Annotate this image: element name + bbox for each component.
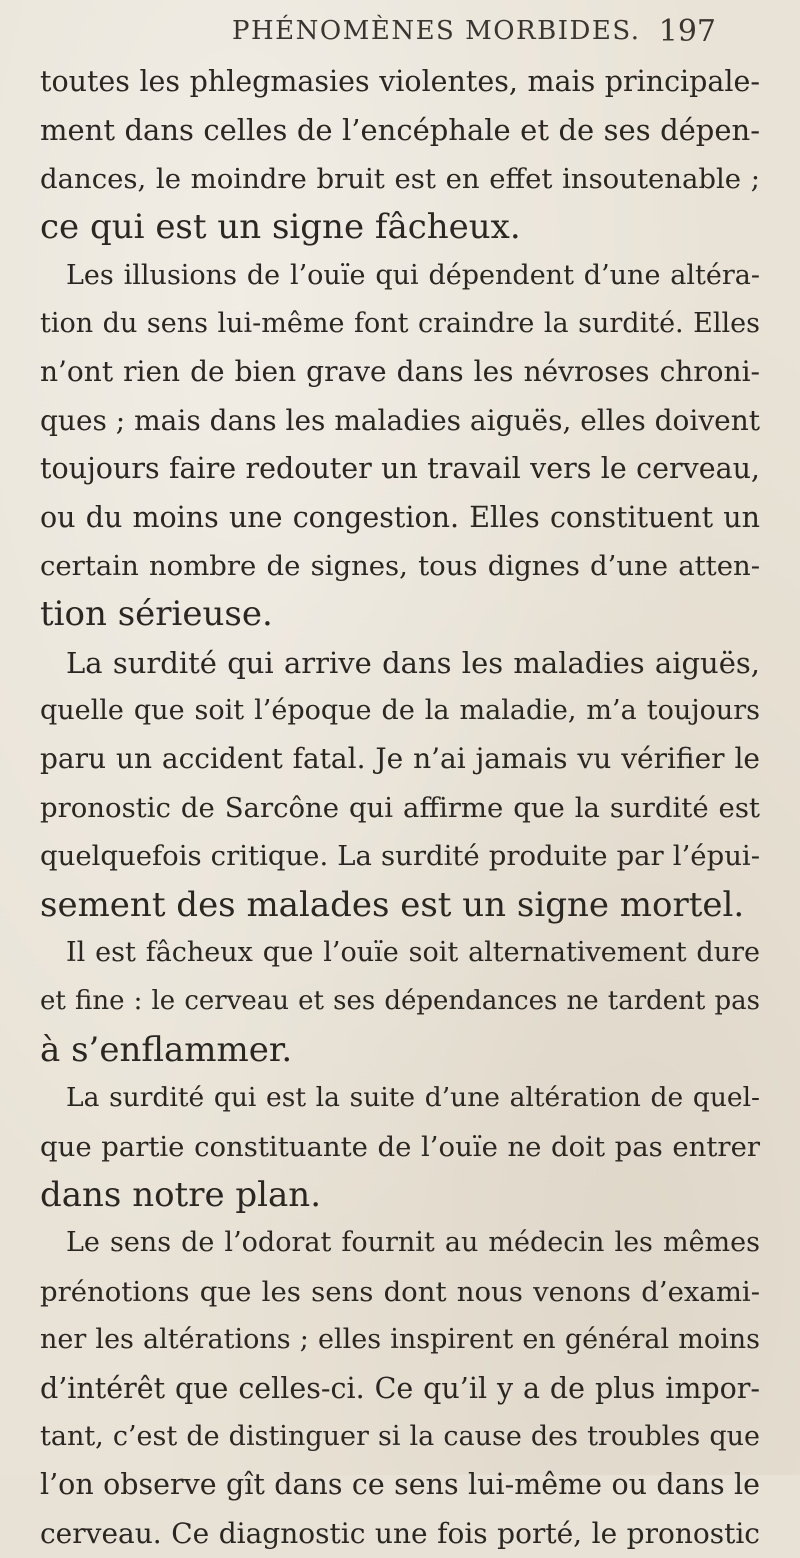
text-line: quelquefois critique. La surdité produite par l’épui- — [40, 840, 760, 873]
text-line: que partie constituante de l’ouïe ne doit pas entrer — [40, 1130, 760, 1163]
text-line: ques ; mais dans les maladies aiguës, elles doivent — [40, 403, 761, 437]
text-line: tion du sens lui-même font craindre la surdité. Elles — [40, 307, 760, 339]
paragraph-start-line: Il est fâcheux que l’ouïe soit alternativement dure — [66, 937, 760, 969]
text-line: tion sérieuse. — [40, 594, 273, 635]
text-line: toutes les phlegmasies violentes, mais principale- — [40, 65, 760, 98]
text-line: à s’enflammer. — [40, 1029, 293, 1070]
text-line: n’ont rien de bien grave dans les névroses chroni- — [40, 355, 760, 389]
text-line: ner les altérations ; elles inspirent en général moins — [40, 1324, 760, 1356]
text-line: dans notre plan. — [40, 1174, 322, 1215]
page-number: 197 — [658, 14, 716, 49]
text-line: dances, le moindre bruit est en effet insoutenable ; — [40, 162, 760, 195]
text-line: paru un accident fatal. Je n’ai jamais vu vérifier le — [40, 742, 760, 776]
page-header — [0, 10, 800, 54]
text-line: d’intérêt que celles-ci. Ce qu’il y a de plus impor- — [40, 1371, 760, 1405]
running-head: PHÉNOMÈNES MORBIDES. — [232, 16, 641, 46]
text-line: toujours faire redouter un travail vers le cerveau, — [40, 452, 760, 486]
text-line: et fine : le cerveau et ses dépendances ne tardent pas — [40, 986, 760, 1017]
text-line: certain nombre de signes, tous dignes d’une atten- — [40, 549, 760, 582]
paragraph-start-line: Les illusions de l’ouïe qui dépendent d’une altéra- — [66, 259, 760, 291]
paragraph-start-line: La surdité qui arrive dans les maladies aiguës, — [66, 645, 760, 680]
text-line: ce qui est un signe fâcheux. — [40, 207, 521, 248]
text-line: prénotions que les sens dont nous venons d’exami- — [40, 1275, 760, 1308]
body-text — [40, 58, 760, 1558]
text-line: quelle que soit l’époque de la maladie, m’a toujours — [40, 695, 760, 727]
text-line: sement des malades est un signe mortel. — [40, 884, 745, 925]
paragraph-start-line: La surdité qui est la suite d’une altération de quel- — [66, 1082, 760, 1114]
text-line: tant, c’est de distinguer si la cause des troubles que — [40, 1420, 760, 1452]
text-line: ment dans celles de l’encéphale et de ses dépen- — [40, 113, 760, 148]
text-line: l’on observe gît dans ce sens lui-même ou dans le — [40, 1468, 760, 1502]
text-line: cerveau. Ce diagnostic une fois porté, le pronostic — [40, 1516, 760, 1550]
paragraph-start-line: Le sens de l’odorat fournit au médecin les mêmes — [66, 1227, 760, 1259]
text-line: pronostic de Sarcône qui affirme que la surdité est — [40, 791, 760, 824]
text-line: ou du moins une congestion. Elles constituent un — [40, 500, 760, 534]
